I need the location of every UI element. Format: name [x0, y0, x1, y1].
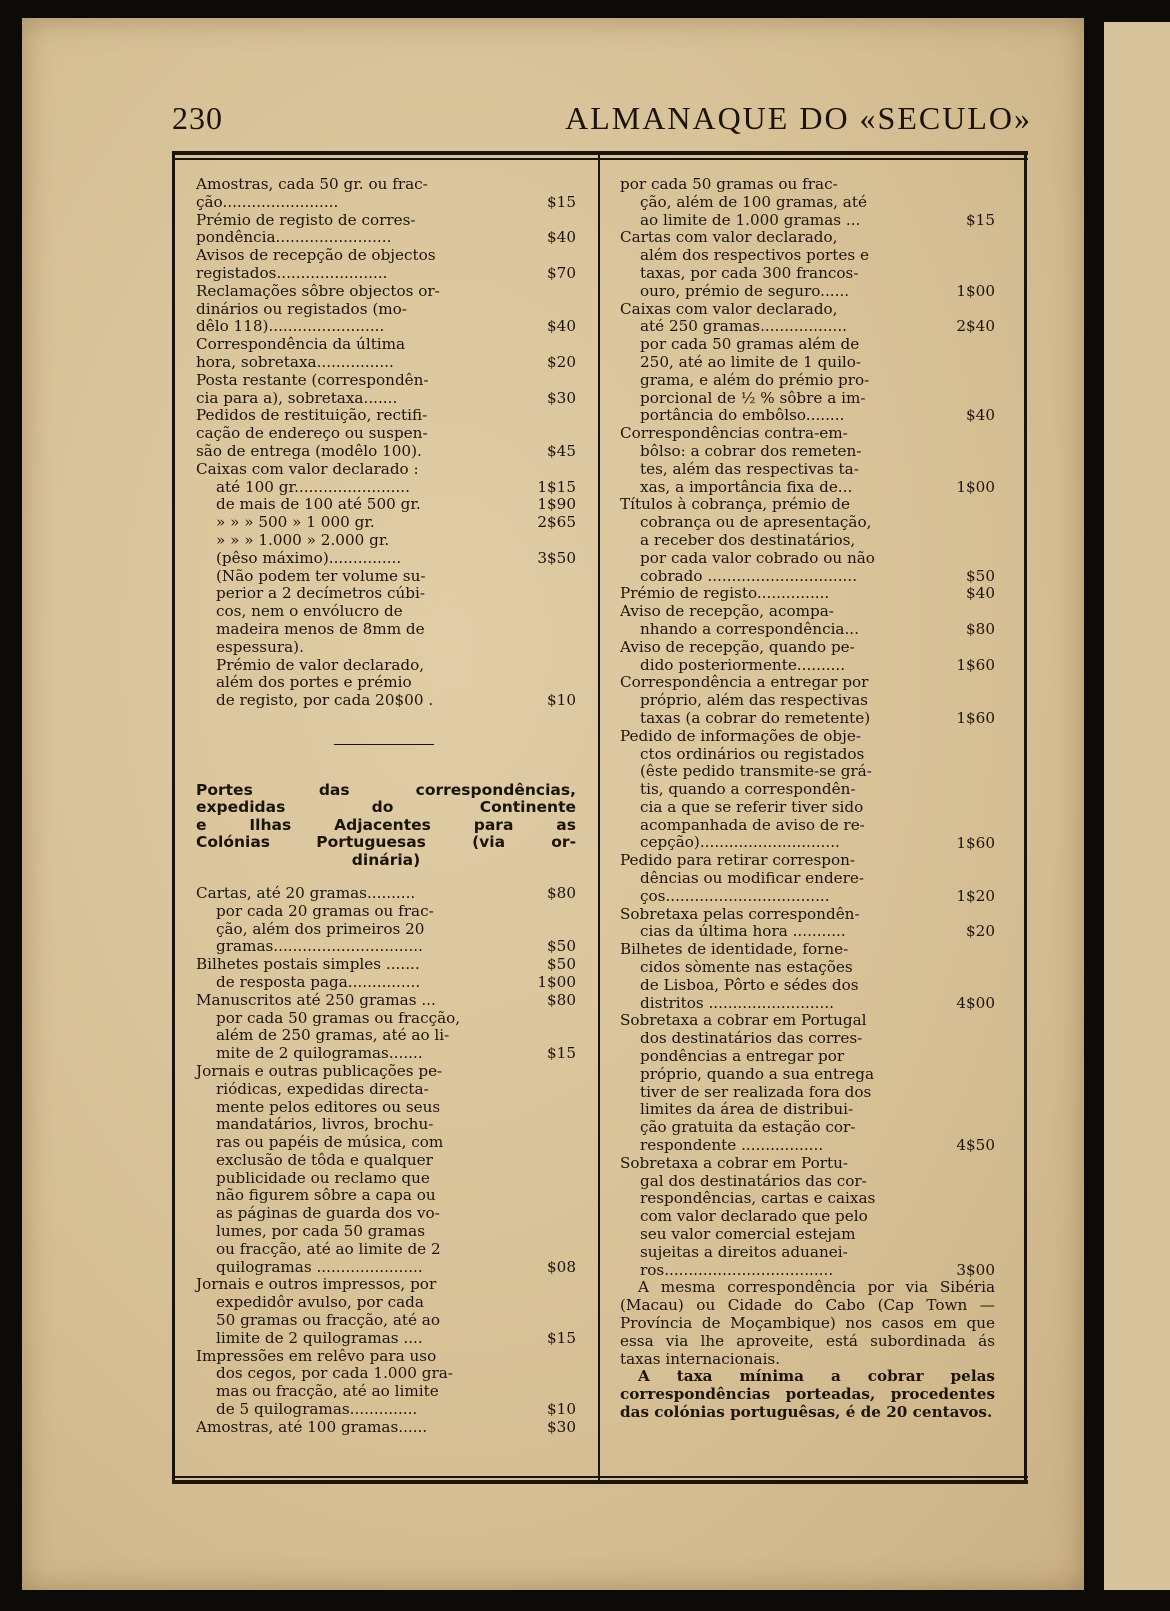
rate-entry — [620, 674, 995, 727]
rate-entry-line: mandatários, livros, brochu- — [216, 1115, 434, 1134]
rate-entry-line: Avisos de recepção de objectos — [196, 246, 436, 265]
page-number: 230 — [172, 100, 223, 136]
rate-entry — [620, 229, 995, 300]
rate-entry-line: Sobretaxa a cobrar em Portu- — [620, 1153, 849, 1172]
rate-entry-line: dinários ou registados (mo- — [196, 299, 407, 318]
section-heading-line: Colónias Portuguesas (via or- — [196, 833, 576, 852]
left-column — [196, 176, 576, 1437]
rate-price: $45 — [547, 441, 576, 460]
rate-entry — [620, 728, 995, 853]
rate-entry-line: de 5 quilogramas.............. — [216, 1400, 418, 1419]
rate-entry-line: de registo, por cada 20$00 . — [216, 691, 434, 710]
rate-entry-line: ctos ordinários ou registados — [640, 744, 865, 763]
rate-entry-line: de mais de 100 até 500 gr. — [216, 495, 421, 514]
rate-price: $30 — [547, 388, 576, 407]
rate-entry-line: com valor declarado que pelo — [640, 1207, 868, 1226]
rate-entry-line: pondências a entregar por — [640, 1047, 845, 1066]
rate-entry — [620, 639, 995, 675]
rate-price: $30 — [547, 1417, 576, 1436]
rate-entry-line: cos, nem o envólucro de — [216, 602, 403, 621]
rate-entry — [196, 496, 576, 514]
rate-entry-line: mite de 2 quilogramas....... — [216, 1044, 423, 1063]
rate-entry-line: » » » 1.000 » 2.000 gr. — [216, 530, 390, 549]
rate-entry-line: limite de 2 quilogramas .... — [216, 1328, 423, 1347]
rate-entry-line: limites da área de distribui- — [640, 1100, 854, 1119]
top-rule-thin — [172, 158, 1028, 160]
rate-entry-line: Correspondência da última — [196, 335, 406, 354]
rate-price: $40 — [547, 228, 576, 247]
rate-entry-line: mente pelos editores ou seus — [216, 1097, 441, 1116]
rate-entry-line: são de entrega (modêlo 100). — [196, 441, 422, 460]
rate-entry-line: Caixas com valor declarado, — [620, 299, 838, 318]
rate-entry — [196, 1010, 576, 1063]
rate-entry — [196, 1348, 576, 1419]
rate-entry-line: Prémio de registo de corres- — [196, 210, 416, 229]
rate-price: 4$50 — [956, 1136, 995, 1155]
rate-entry — [196, 550, 576, 568]
rate-entry — [196, 657, 576, 710]
rate-entry — [196, 212, 576, 248]
note-paragraph-2: A taxa mínima a cobrar pelas correspondências porteadas, procedentes das colónias portuguêsas, é de 20 centavos. — [620, 1367, 995, 1421]
rate-entry-line: por cada 20 gramas ou frac- — [216, 901, 434, 920]
rate-entry-line: seu valor comercial estejam — [640, 1225, 856, 1244]
rate-entry-line: gramas............................... — [216, 937, 423, 956]
rate-entry — [196, 283, 576, 336]
rate-entry-line: Prémio de registo............... — [620, 584, 830, 603]
rate-entry-line: ços.................................. — [640, 886, 830, 905]
rate-price: 1$20 — [956, 886, 995, 905]
rate-entry-line: publicidade ou reclamo que — [216, 1168, 430, 1187]
rate-entry-line: pondência........................ — [196, 228, 392, 247]
rate-entry — [196, 974, 576, 992]
rate-price: $50 — [547, 955, 576, 974]
rate-entry-line: cobrança ou de apresentação, — [640, 513, 872, 532]
rate-entry — [196, 479, 576, 497]
rate-entry-line: além de 250 gramas, até ao li- — [216, 1026, 450, 1045]
rate-price: $40 — [547, 317, 576, 336]
rate-entry-line: bôlso: a cobrar dos remeten- — [640, 441, 862, 460]
rate-entry-line: (êste pedido transmite-se grá- — [640, 762, 872, 781]
running-title: ALMANAQUE DO «SECULO» — [565, 100, 1032, 136]
rate-entry-line: hora, sobretaxa................ — [196, 352, 394, 371]
rate-entry-line: respondências, cartas e caixas — [640, 1189, 876, 1208]
rate-entry — [196, 1419, 576, 1437]
rate-entry-line: Títulos à cobrança, prémio de — [620, 495, 850, 514]
rate-entry-line: sujeitas a direitos aduanei- — [640, 1242, 848, 1261]
rate-entry — [620, 176, 995, 229]
right-column — [620, 176, 995, 1422]
rate-entry-line: por cada 50 gramas ou fracção, — [216, 1008, 461, 1027]
rate-price: $80 — [547, 883, 576, 902]
rate-entry-line: Bilhetes de identidade, forne- — [620, 940, 849, 959]
rate-entry — [196, 903, 576, 956]
rate-entry-line: de Lisboa, Pôrto e sédes dos — [640, 975, 859, 994]
rate-entry-line: Amostras, cada 50 gr. ou frac- — [196, 175, 428, 193]
rate-price: 1$15 — [537, 477, 576, 496]
rate-entry-line: ção gratuita da estação cor- — [640, 1118, 856, 1137]
rate-price: $15 — [966, 210, 995, 229]
rate-entry-line: ção, além de 100 gramas, até — [640, 192, 867, 211]
rate-entry-line: dências ou modificar endere- — [640, 869, 865, 888]
rate-entry-line: Correspondências contra-em- — [620, 424, 848, 443]
rate-entry-line: ras ou papéis de música, com — [216, 1133, 444, 1152]
rate-entry — [196, 1276, 576, 1347]
rate-entry-line: riódicas, expedidas directa- — [216, 1079, 429, 1098]
rate-entry-line: xas, a importância fixa de... — [640, 477, 853, 496]
rate-entry-line: quilogramas ...................... — [216, 1257, 423, 1276]
rate-entry-line: espessura). — [216, 637, 304, 656]
rate-entry-line: madeira menos de 8mm de — [216, 619, 425, 638]
rate-entry — [196, 372, 576, 408]
rate-entry — [620, 906, 995, 942]
rate-entry-line: cidos sòmente nas estações — [640, 958, 853, 977]
rate-entry-line: Jornais e outras publicações pe- — [196, 1061, 443, 1080]
rate-entry-line: 250, até ao limite de 1 quilo- — [640, 352, 862, 371]
rate-price: 3$50 — [537, 548, 576, 567]
rate-price: $80 — [547, 990, 576, 1009]
rate-entry-line: cobrado ............................... — [640, 566, 858, 585]
rate-entry — [196, 247, 576, 283]
rate-entry-line: ção........................ — [196, 192, 339, 211]
left-bottom-entries — [196, 885, 576, 1437]
rate-entry-line: (Não podem ter volume su- — [216, 566, 426, 585]
rate-entry-line: Impressões em relêvo para uso — [196, 1346, 437, 1365]
rate-entry-line: por cada 50 gramas ou frac- — [620, 175, 838, 193]
rate-price: 1$00 — [956, 477, 995, 496]
rate-entry-line: dido posteriormente.......... — [640, 655, 846, 674]
rate-price: $20 — [966, 922, 995, 941]
rate-entry-line: Aviso de recepção, acompa- — [620, 602, 834, 621]
rate-entry-line: ção, além dos primeiros 20 — [216, 919, 425, 938]
rate-entry-line: nhando a correspondência... — [640, 619, 859, 638]
rate-entry — [196, 992, 576, 1010]
rate-entry-line: Sobretaxa pelas correspondên- — [620, 904, 860, 923]
rate-price: $80 — [966, 619, 995, 638]
rate-entry — [196, 407, 576, 460]
rate-entry-line: até 250 gramas.................. — [640, 317, 847, 336]
rate-entry-line: (pêso máximo)............... — [216, 548, 402, 567]
rate-entry-line: Cartas com valor declarado, — [620, 228, 838, 247]
rate-entry — [196, 956, 576, 974]
right-entries — [620, 176, 995, 1279]
rate-price: $15 — [547, 1328, 576, 1347]
page-header — [172, 100, 1032, 136]
rate-price: 3$00 — [956, 1260, 995, 1279]
rate-entry-line: portância do embôlso........ — [640, 406, 845, 425]
rate-entry-line: ouro, prémio de seguro...... — [640, 281, 850, 300]
rate-price: $20 — [547, 352, 576, 371]
rate-entry-line: dos destinatários das corres- — [640, 1029, 863, 1048]
rate-entry-line: Prémio de valor declarado, — [216, 655, 425, 674]
rate-price: 1$90 — [537, 495, 576, 514]
rate-entry-line: distritos .......................... — [640, 993, 834, 1012]
section-heading-line: e Ilhas Adjacentes para as — [196, 815, 576, 834]
rate-entry-line: Amostras, até 100 gramas...... — [196, 1417, 428, 1436]
rate-entry-line: registados....................... — [196, 263, 388, 282]
rate-entry-line: além dos portes e prémio — [216, 673, 412, 692]
rate-entry — [196, 1063, 576, 1277]
rate-price: 2$65 — [537, 513, 576, 532]
rate-entry-line: próprio, quando a sua entrega — [640, 1064, 875, 1083]
rate-entry-line: taxas (a cobrar do remetente) — [640, 708, 871, 727]
section-heading-line: Portes das correspondências, — [196, 780, 576, 799]
rate-entry-line: Posta restante (correspondên- — [196, 370, 429, 389]
rate-entry-line: cepção)............................. — [640, 833, 840, 852]
rate-entry — [620, 1012, 995, 1154]
rate-price: 4$00 — [956, 993, 995, 1012]
rate-entry — [620, 1155, 995, 1280]
rate-price: $40 — [966, 406, 995, 425]
rate-price: $70 — [547, 263, 576, 282]
rate-entry-line: cia a que se referir tiver sido — [640, 797, 864, 816]
rate-entry-line: as páginas de guarda dos vo- — [216, 1204, 440, 1223]
rate-price: 1$60 — [956, 833, 995, 852]
rate-entry-line: gal dos destinatários das cor- — [640, 1171, 867, 1190]
rate-entry-line: por cada valor cobrado ou não — [640, 548, 875, 567]
rate-price: $50 — [966, 566, 995, 585]
top-rule-thick — [172, 151, 1028, 155]
rate-entry — [196, 514, 576, 532]
rate-entry-line: além dos respectivos portes e — [640, 246, 870, 265]
section-heading — [196, 782, 576, 869]
rate-entry-line: tes, além das respectivas ta- — [640, 459, 859, 478]
rate-entry-line: cia para a), sobretaxa....... — [196, 388, 398, 407]
rate-entry-line: tiver de ser realizada fora dos — [640, 1082, 872, 1101]
rate-entry — [620, 336, 995, 425]
rate-entry — [196, 532, 576, 550]
rate-entry — [196, 461, 576, 479]
rate-entry-line: a receber dos destinatários, — [640, 530, 856, 549]
rate-entry-line: Aviso de recepção, quando pe- — [620, 637, 855, 656]
rate-entry — [620, 301, 995, 337]
rate-entry — [620, 425, 995, 496]
rate-entry-line: acompanhada de aviso de re- — [640, 815, 865, 834]
rate-entry — [196, 885, 576, 903]
section-heading-lines — [196, 782, 576, 852]
rate-entry-line: Correspondência a entregar por — [620, 673, 869, 692]
note-paragraph-1: A mesma correspondência por via Sibéria (Macau) ou Cidade do Cabo (Cap Town — Província de Moçambique) nos casos em que essa via lhe aproveite, está subordinada ás taxas internacionais. — [620, 1278, 995, 1368]
rate-entry-line: Manuscritos até 250 gramas ... — [196, 990, 436, 1009]
rate-entry-line: taxas, por cada 300 francos- — [640, 263, 859, 282]
rate-entry-line: respondente ................. — [640, 1136, 824, 1155]
rate-entry — [620, 941, 995, 1012]
rate-entry-line: ao limite de 1.000 gramas ... — [640, 210, 861, 229]
rate-entry — [196, 336, 576, 372]
rate-price: $15 — [547, 192, 576, 211]
rate-entry-line: Reclamações sôbre objectos or- — [196, 281, 440, 300]
rate-entry-line: de resposta paga............... — [216, 972, 421, 991]
rate-entry-line: Pedidos de restituição, rectifi- — [196, 406, 428, 425]
rate-price: $10 — [547, 691, 576, 710]
rate-price: 1$00 — [956, 281, 995, 300]
rate-entry-line: Pedido de informações de obje- — [620, 726, 861, 745]
rate-price: $50 — [547, 937, 576, 956]
rate-entry — [620, 603, 995, 639]
rate-entry — [620, 585, 995, 603]
rate-entry — [620, 496, 995, 585]
rate-entry-line: ros................................... — [640, 1260, 834, 1279]
rate-entry-line: tis, quando a correspondên- — [640, 780, 856, 799]
rate-entry-line: não figurem sôbre a capa ou — [216, 1186, 436, 1205]
left-top-entries — [196, 176, 576, 710]
rate-price: $15 — [547, 1044, 576, 1063]
rate-entry-line: por cada 50 gramas além de — [640, 335, 860, 354]
rate-price: 1$60 — [956, 655, 995, 674]
rate-entry-line: Cartas, até 20 gramas.......... — [196, 883, 416, 902]
rate-entry-line: dos cegos, por cada 1.000 gra- — [216, 1364, 453, 1383]
rate-entry-line: perior a 2 decímetros cúbi- — [216, 584, 426, 603]
rate-entry — [620, 852, 995, 905]
rate-entry-line: próprio, além das respectivas — [640, 691, 868, 710]
rate-entry-line: 50 gramas ou fracção, até ao — [216, 1311, 440, 1330]
bottom-rule-thin — [172, 1476, 1028, 1478]
rate-entry-line: Caixas com valor declarado : — [196, 459, 419, 478]
rate-entry-line: expedidôr avulso, por cada — [216, 1293, 424, 1312]
rate-price: $08 — [547, 1257, 576, 1276]
rate-price: 1$60 — [956, 708, 995, 727]
rate-entry-line: até 100 gr........................ — [216, 477, 410, 496]
column-separator — [598, 155, 600, 1480]
rate-entry-line: ou fracção, até ao limite de 2 — [216, 1239, 441, 1258]
rate-entry-line: » » » 500 » 1 000 gr. — [216, 513, 375, 532]
rate-price: 1$00 — [537, 972, 576, 991]
rate-entry-line: cias da última hora ........... — [640, 922, 846, 941]
bottom-rule-thick — [172, 1480, 1028, 1484]
rate-price: 2$40 — [956, 317, 995, 336]
left-frame-line — [172, 155, 175, 1480]
rate-entry-line: cação de endereço ou suspen- — [196, 424, 428, 443]
rate-entry-line: mas ou fracção, até ao limite — [216, 1382, 439, 1401]
rate-entry-line: Pedido para retirar correspon- — [620, 851, 856, 870]
rate-entry-line: exclusão de tôda e qualquer — [216, 1150, 433, 1169]
rate-price: $10 — [547, 1400, 576, 1419]
rate-entry — [196, 176, 576, 212]
section-heading-last: dinária) — [351, 850, 421, 869]
rate-entry-line: Jornais e outros impressos, por — [196, 1275, 437, 1294]
rate-entry-line: porcional de ½ % sôbre a im- — [640, 388, 866, 407]
rate-entry-line: grama, e além do prémio pro- — [640, 370, 870, 389]
section-heading-line: expedidas do Continente — [196, 798, 576, 817]
right-frame-line — [1024, 155, 1027, 1480]
adjacent-page-edge — [1104, 22, 1170, 1590]
section-divider — [196, 710, 576, 758]
rate-entry-line: lumes, por cada 50 gramas — [216, 1222, 426, 1241]
rate-entry-line: Sobretaxa a cobrar em Portugal — [620, 1011, 867, 1030]
rate-price: $40 — [966, 584, 995, 603]
rate-entry-line: Bilhetes postais simples ....... — [196, 955, 420, 974]
rate-entry — [196, 568, 576, 657]
rate-entry-line: dêlo 118)........................ — [196, 317, 385, 336]
